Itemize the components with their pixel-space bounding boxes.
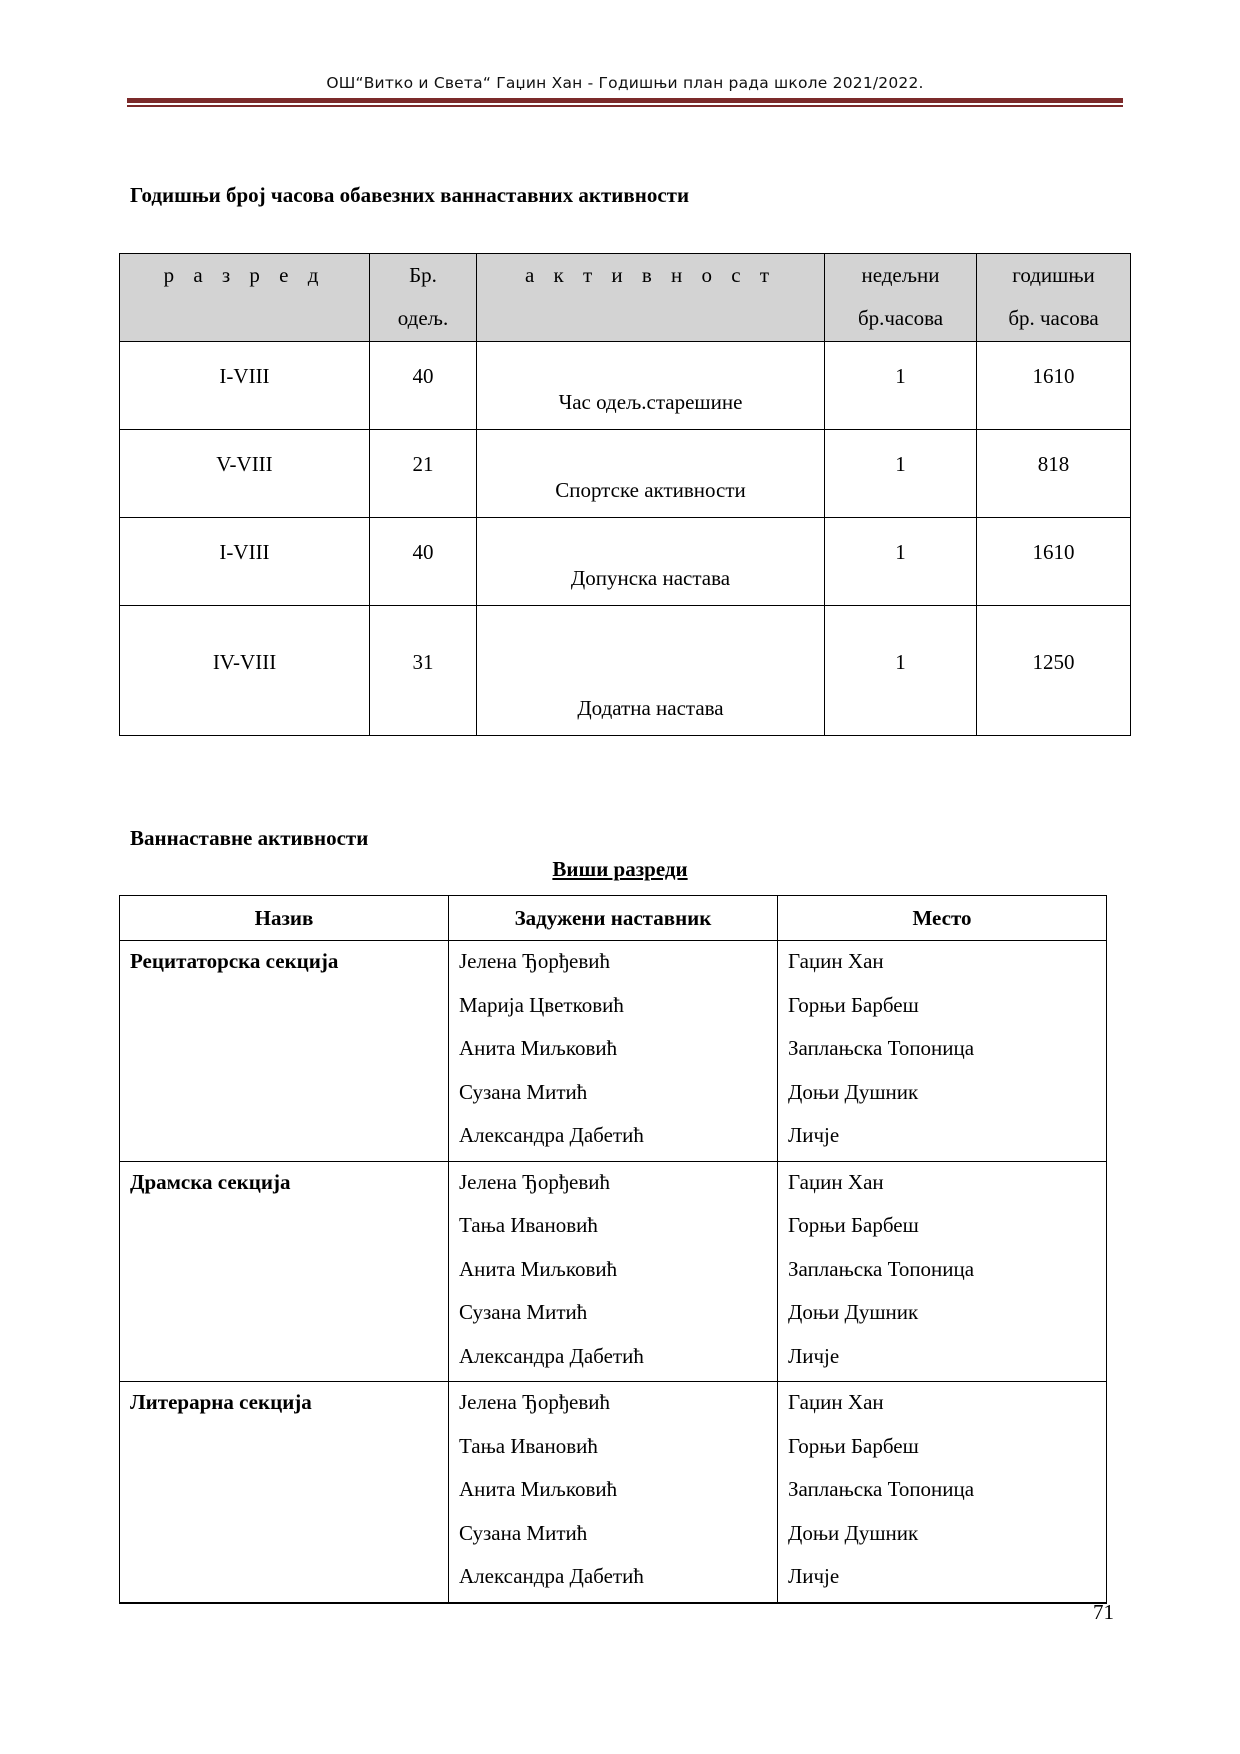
place-cell [778, 1382, 1107, 1603]
place-name: Заплањска Топоница [788, 1256, 975, 1281]
weekly-hours-cell: 1 [825, 342, 977, 430]
teacher-name: Александра Дабетић [459, 1343, 644, 1368]
place-name: Горњи Барбеш [788, 1433, 919, 1458]
place-name: Гаџин Хан [788, 949, 884, 973]
place-name: Заплањска Топоница [788, 1477, 975, 1501]
teacher-name: Јелена Ђорђевић [459, 949, 611, 973]
teacher-name: Сузана Митић [459, 1520, 588, 1545]
teacher-name: Марија Цветковић [459, 992, 624, 1017]
header-rule-thin [127, 105, 1123, 107]
place-name: Личје [788, 1123, 840, 1147]
place-name: Горњи Барбеш [788, 1213, 919, 1237]
teacher-name: Анита Миљковић [459, 1036, 618, 1060]
table-row [120, 518, 1131, 606]
column-header-classes: Бр. одељ. [370, 254, 477, 342]
teacher-name: Анита Миљковић [459, 1256, 618, 1281]
teacher-cell [449, 941, 778, 1162]
teacher-name: Тања Ивановић [459, 1213, 598, 1237]
page-number: 71 [1093, 1600, 1114, 1624]
table-row [120, 430, 1131, 518]
table-row [120, 941, 1107, 1162]
teacher-name: Сузана Митић [459, 1079, 588, 1104]
teacher-cell [449, 1382, 778, 1603]
table-header-row [120, 896, 1107, 941]
header-rule [127, 98, 1123, 103]
table-row [120, 606, 1131, 736]
classes-cell: 31 [370, 606, 477, 736]
grade-cell: V-VIII [120, 430, 370, 518]
activity-cell: Спортске активности [477, 430, 825, 518]
weekly-hours-cell: 1 [825, 518, 977, 606]
activity-cell: Час одељ.старешине [477, 342, 825, 430]
place-name: Заплањска Топоница [788, 1036, 975, 1060]
page-header: ОШ“Витко и Света“ Гаџин Хан - Годишњи план рада школе 2021/2022. [326, 74, 924, 92]
teacher-name: Александра Дабетић [459, 1123, 644, 1147]
hours-table [119, 253, 1131, 736]
grade-cell: I-VIII [120, 342, 370, 430]
grade-cell: IV-VIII [120, 606, 370, 736]
table-row [120, 342, 1131, 430]
column-header-name: Назив [120, 896, 449, 941]
place-cell [778, 1161, 1107, 1382]
weekly-hours-cell: 1 [825, 430, 977, 518]
column-header-activity: а к т и в н о с т [477, 254, 825, 342]
teacher-name: Јелена Ђорђевић [459, 1169, 611, 1194]
place-name: Горњи Барбеш [788, 992, 919, 1017]
classes-cell: 40 [370, 342, 477, 430]
teacher-name: Анита Миљковић [459, 1477, 618, 1501]
activity-cell: Додатна настава [477, 606, 825, 736]
yearly-hours-cell: 1610 [977, 342, 1131, 430]
classes-cell: 40 [370, 518, 477, 606]
teacher-name: Јелена Ђорђевић [459, 1390, 611, 1414]
classes-cell: 21 [370, 430, 477, 518]
table-header-row [120, 254, 1131, 342]
column-header-place: Место [778, 896, 1107, 941]
column-header-yearly: годишњи бр. часова [977, 254, 1131, 342]
place-name: Доњи Душник [788, 1079, 919, 1104]
grade-cell: I-VIII [120, 518, 370, 606]
place-name: Гаџин Хан [788, 1390, 884, 1414]
section-name-cell: Драмска секција [120, 1161, 449, 1382]
sections-table [119, 895, 1107, 1604]
table-row [120, 1382, 1107, 1603]
sections-subtitle: Виши разреди [552, 857, 688, 881]
teacher-cell [449, 1161, 778, 1382]
place-name: Личје [788, 1564, 840, 1588]
place-name: Личје [788, 1343, 840, 1368]
section-name-cell: Литерарна секција [120, 1382, 449, 1603]
place-name: Гаџин Хан [788, 1169, 884, 1194]
column-header-teacher: Задужени наставник [449, 896, 778, 941]
activity-cell: Допунска настава [477, 518, 825, 606]
yearly-hours-cell: 818 [977, 430, 1131, 518]
table-row [120, 1161, 1107, 1382]
hours-table-title: Годишњи број часова обавезних ваннаставних активности [130, 183, 690, 207]
place-name: Доњи Душник [788, 1300, 919, 1324]
sections-title: Ваннаставне активности [130, 826, 369, 850]
section-name-cell: Рецитаторска секција [120, 941, 449, 1162]
place-name: Доњи Душник [788, 1520, 919, 1545]
column-header-grade: р а з р е д [120, 254, 370, 342]
teacher-name: Александра Дабетић [459, 1564, 644, 1588]
column-header-weekly: недељни бр.часова [825, 254, 977, 342]
yearly-hours-cell: 1610 [977, 518, 1131, 606]
yearly-hours-cell: 1250 [977, 606, 1131, 736]
teacher-name: Тања Ивановић [459, 1433, 598, 1458]
place-cell [778, 941, 1107, 1162]
teacher-name: Сузана Митић [459, 1300, 588, 1324]
weekly-hours-cell: 1 [825, 606, 977, 736]
